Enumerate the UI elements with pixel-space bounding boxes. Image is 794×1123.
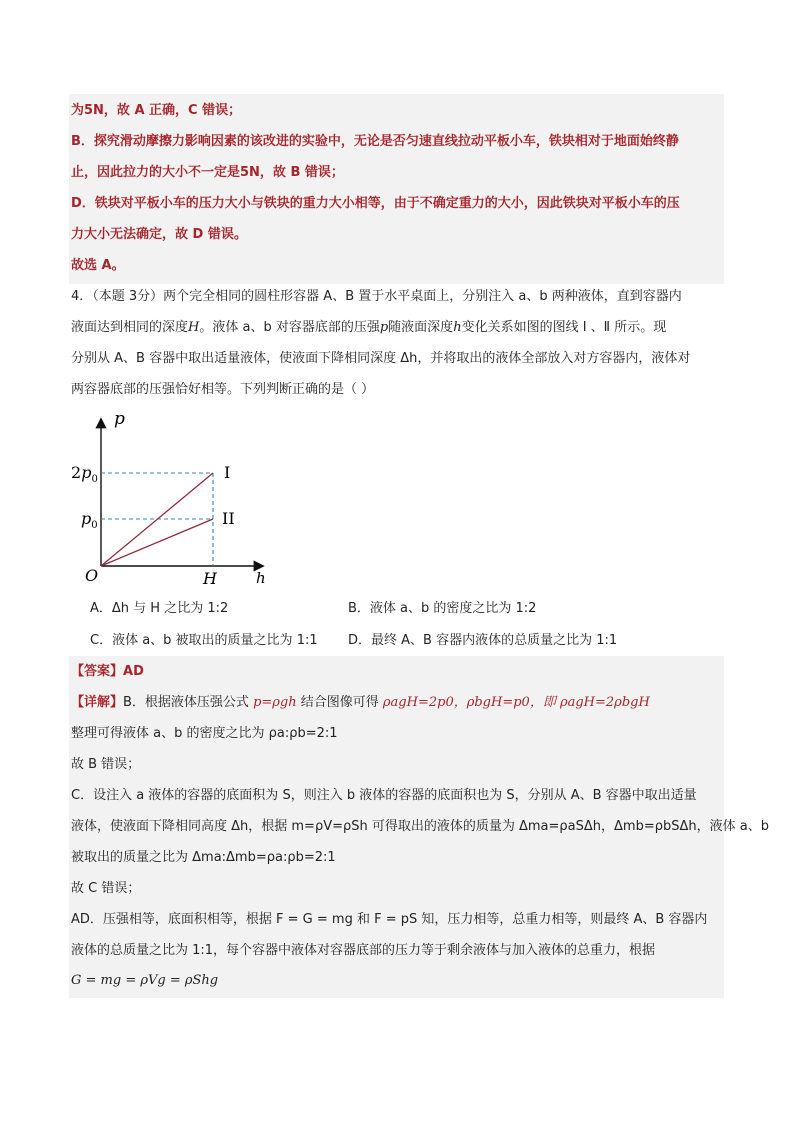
choice-B: B．液体 a、b 的密度之比为 1:2 [348, 601, 537, 616]
y-tick-2p0-coef: 2 [71, 463, 82, 482]
detail-ad-line-2: 液体的总质量之比为 1:1，每个容器中液体对容器底部的压力等于剩余液体与加入液体的总重力，根据 [71, 943, 656, 958]
answer-value: AD [123, 664, 144, 679]
y-tick-p0-sub: 0 [91, 520, 98, 531]
line-I-label: I [224, 463, 231, 482]
prev-answer-d-line-1: D．铁块对平板小车的压力大小与铁块的重力大小相等，由于不确定重力的大小，因此铁块对平板小车的压 [71, 196, 680, 211]
detail-c-line-3: 被取出的质量之比为 Δma:Δmb=ρa:ρb=2:1 [71, 850, 336, 865]
detail-b-line-2: 整理可得液体 a、b 的密度之比为 ρa:ρb=2:1 [71, 726, 338, 741]
line-II-label: II [222, 509, 235, 528]
detail-b1-text: B．根据液体压强公式 [123, 695, 254, 710]
answer-tag: 【答案】 [71, 664, 124, 679]
question-line-2c: 随液面深度 [388, 320, 454, 335]
detail-tag: 【详解】 [71, 695, 124, 710]
choice-A: A．Δh 与 H 之比为 1:2 [90, 601, 229, 616]
y-tick-p0 [81, 509, 98, 531]
y-axis-label: p [114, 409, 125, 429]
question-line-2b: 。液体 a、b 对容器底部的压强 [199, 320, 380, 335]
question-line-2a: 液面达到相同的深度 [71, 320, 189, 335]
choice-D: D．最终 A、B 容器内液体的总质量之比为 1:1 [348, 633, 618, 648]
x-axis-label: h [256, 569, 266, 587]
detail-b1-text2: 结合图像可得 [296, 695, 383, 710]
detail-ad-line-1: AD．压强相等，底面积相等，根据 F = G = mg 和 F = pS 知，压力相等，总重力相等，则最终 A、B 容器内 [71, 912, 708, 927]
detail-b1-formula2: ρagH=2p0，ρbgH=p0，即 ρagH=2ρbgH [382, 695, 650, 710]
origin-label: O [85, 566, 99, 585]
prev-answer-choose: 故选 A。 [71, 258, 125, 273]
pressure-depth-graph [66, 400, 276, 595]
detail-b-line-1 [71, 693, 650, 713]
detail-b-line-3: 故 B 错误； [71, 757, 141, 772]
question-pressure-symbol: p [379, 320, 389, 335]
prev-answer-b-line-1: B．探究滑动摩擦力影响因素的该改进的实验中，无论是否匀速直线拉动平板小车，铁块相对于地面始终静 [71, 134, 679, 149]
x-tick-H: H [203, 569, 217, 588]
question-h-symbol: h [453, 320, 462, 335]
question-line-2 [71, 318, 666, 338]
question-line-3: 分别从 A、B 容器中取出适量液体，使液面下降相同深度 Δh，并将取出的液体全部放入对方容器内，液体对 [71, 351, 691, 366]
question-line-4: 两容器底部的压强恰好相等。下列判断正确的是（ ） [71, 382, 375, 397]
question-depth-symbol: H [188, 320, 200, 335]
detail-c-line-4: 故 C 错误； [71, 881, 141, 896]
y-tick-2p0-p: p [81, 463, 92, 482]
prev-answer-b-line-2: 止，因此拉力的大小不一定是5N，故 B 错误； [71, 165, 344, 180]
series-line-II [101, 519, 213, 566]
choice-C: C．液体 a、b 被取出的质量之比为 1:1 [90, 633, 318, 648]
detail-b1-formula: p=ρgh [253, 695, 297, 710]
prev-answer-line-1: 为5N，故 A 正确，C 错误； [71, 103, 242, 118]
prev-answer-panel [69, 94, 724, 284]
question-line-2d: 变化关系如图的图线 Ⅰ 、Ⅱ 所示。现 [461, 320, 667, 335]
y-tick-2p0-sub: 0 [91, 474, 98, 485]
detail-ad-line-3: G = mg = ρVg = ρShg [71, 973, 219, 988]
prev-answer-d-line-2: 力大小无法确定，故 D 错误。 [71, 227, 247, 242]
y-tick-p0-p: p [81, 509, 92, 528]
y-tick-2p0 [71, 463, 98, 485]
detail-c-line-2: 液体，使液面下降相同高度 Δh，根据 m=ρV=ρSh 可得取出的液体的质量为 Δma=ρaSΔh，Δmb=ρbSΔh，液体 a、b [71, 819, 769, 834]
answer-line [71, 662, 144, 682]
detail-c-line-1: C．设注入 a 液体的容器的底面积为 S，则注入 b 液体的容器的底面积也为 S，分别从 A、B 容器中取出适量 [71, 788, 697, 803]
question-line-1: 4．（本题 3分）两个完全相同的圆柱形容器 A、B 置于水平桌面上，分别注入 a、b 两种液体，直到容器内 [71, 289, 682, 304]
